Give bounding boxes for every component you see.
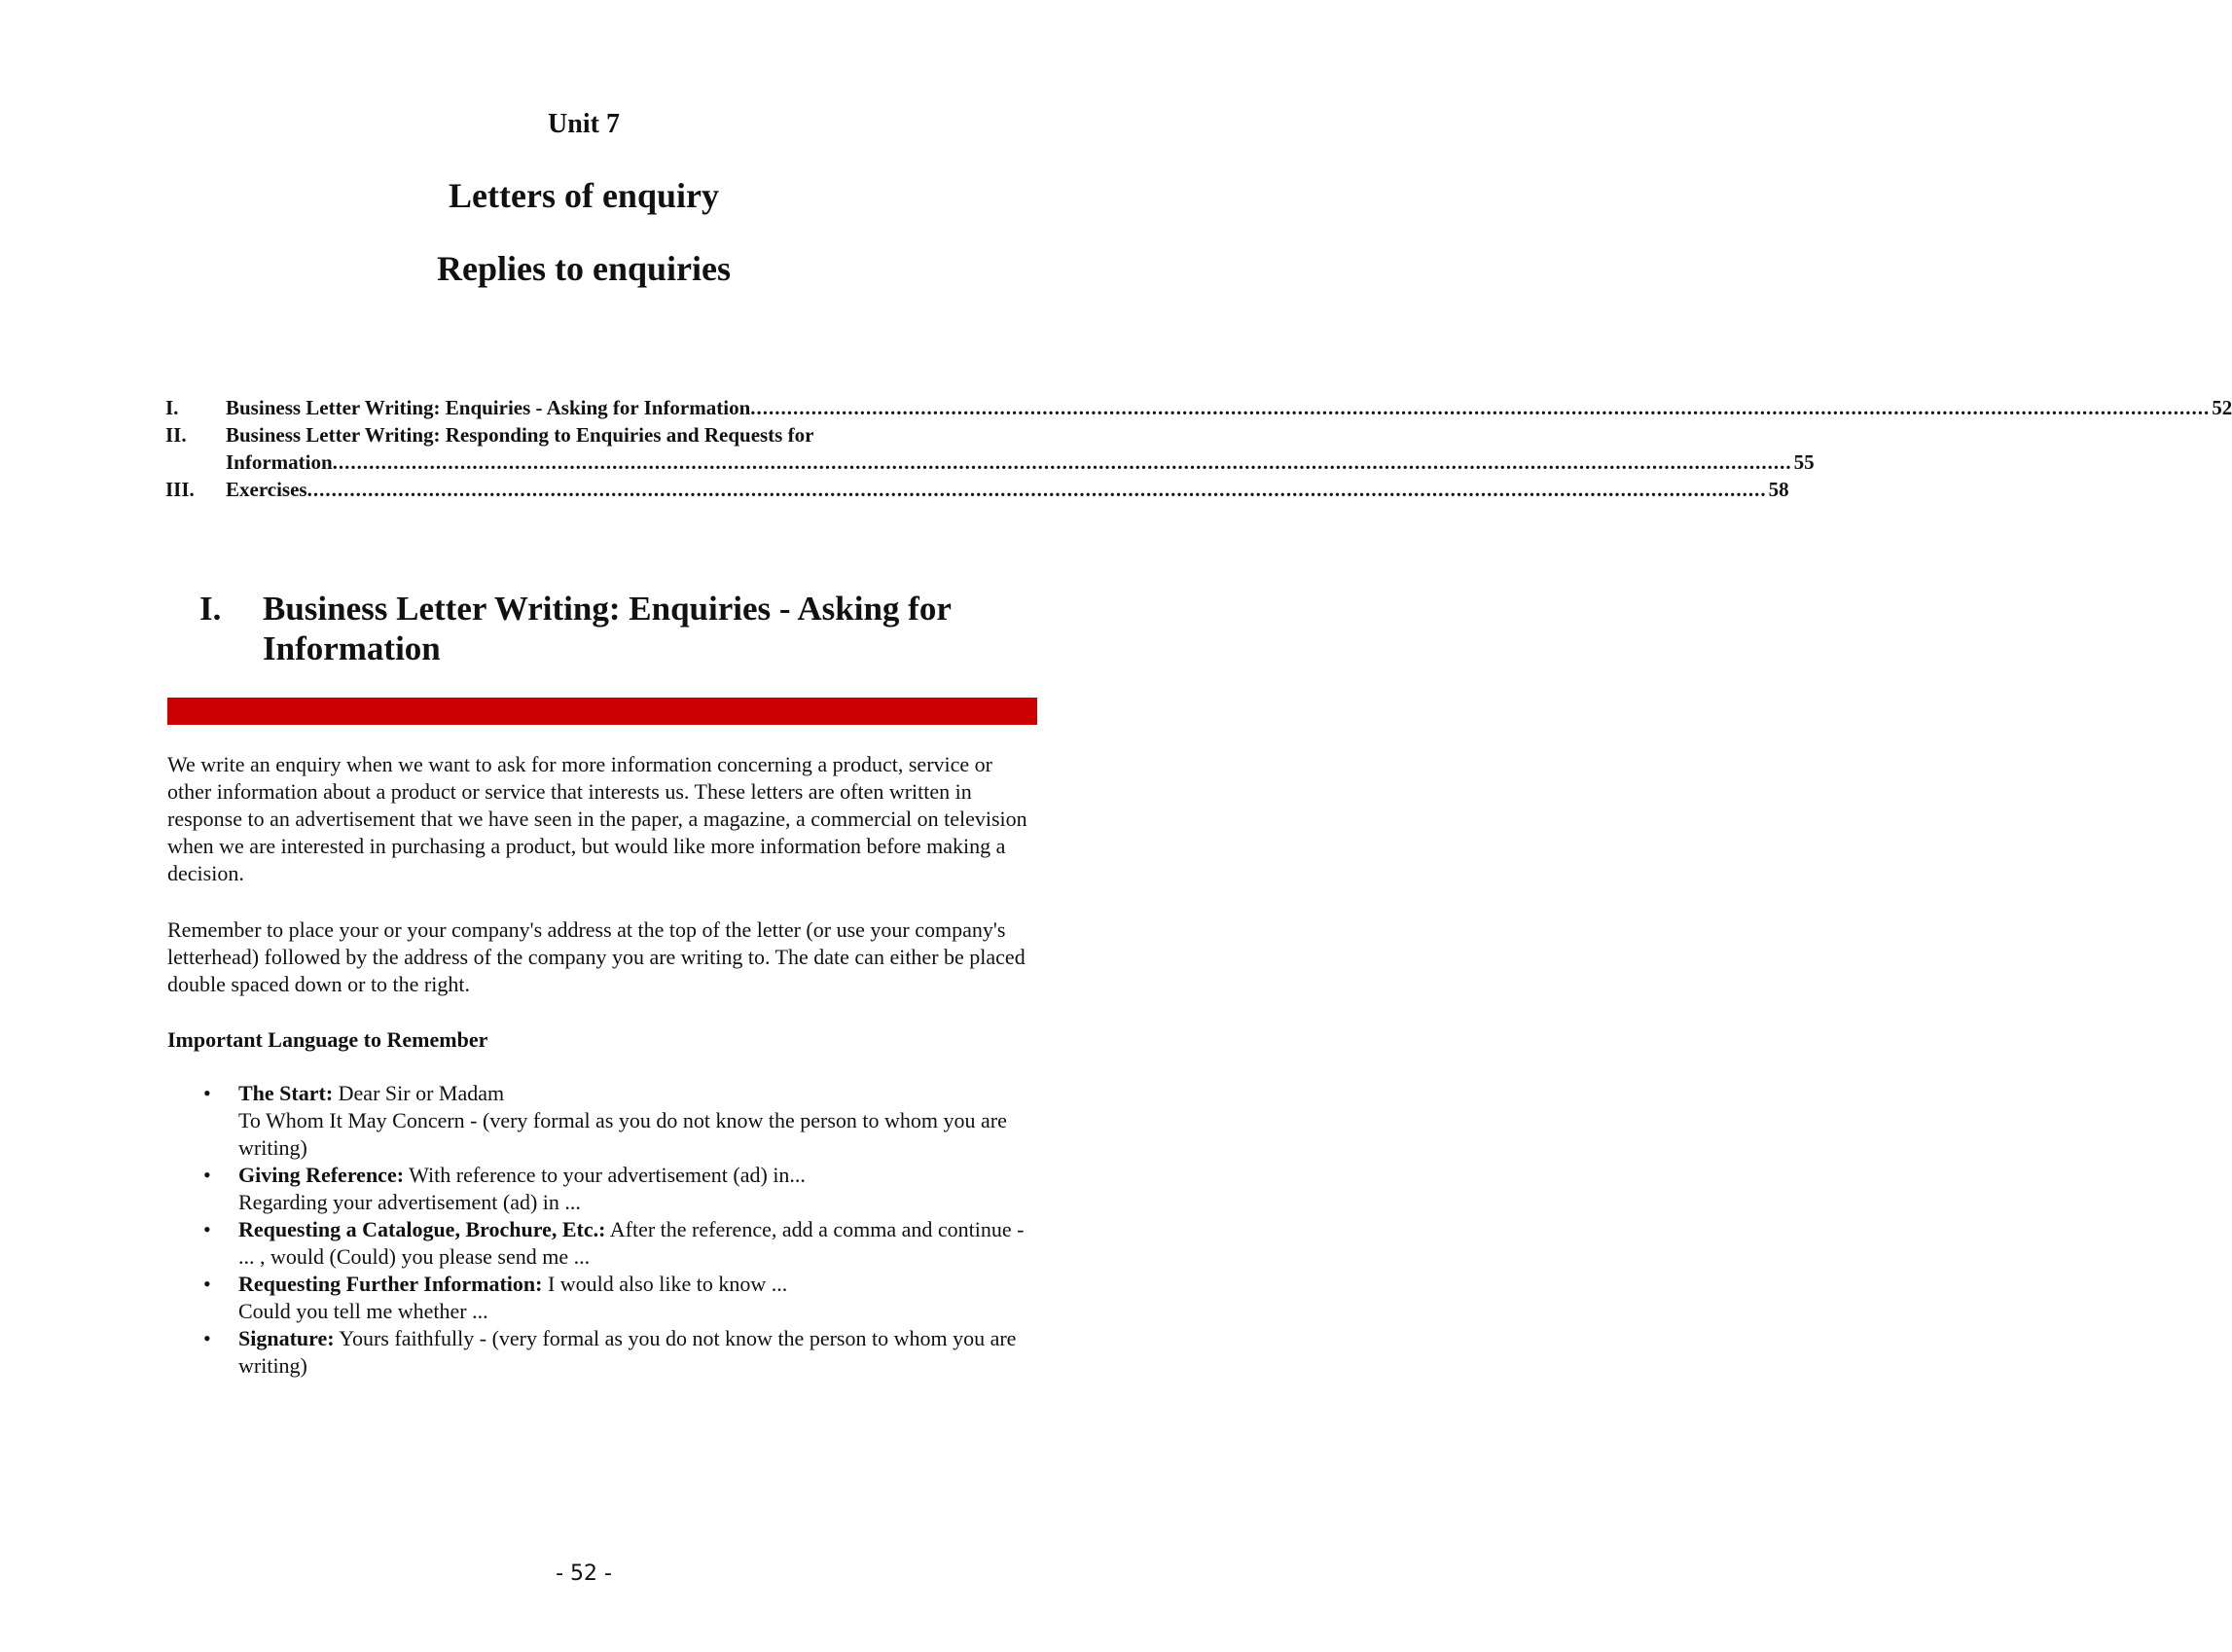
list-item-label: Requesting Further Information: [238,1272,543,1296]
toc-leader-dots [307,476,1767,503]
toc-leader-dots [333,449,1792,476]
page-subtitle: Replies to enquiries [437,249,731,288]
toc-entry-number: II. [165,423,187,447]
language-heading: Important Language to Remember [167,1027,488,1052]
list-item [167,1325,1033,1380]
unit-label: Unit 7 [548,109,620,139]
list-item-text: I would also like to know ... [547,1272,788,1296]
toc-entry-label-line1: Business Letter Writing: Responding to Enquiries and Requests for [226,423,814,447]
toc-entry-number: III. [165,478,195,501]
list-item-label: The Start: [238,1081,334,1105]
bullet-icon: • [203,1326,211,1350]
list-item-extra: To Whom It May Concern - (very formal as you do not know the person to whom you are writing) [238,1108,1007,1160]
toc-entry[interactable] [165,476,1789,503]
list-item [167,1271,1033,1325]
paragraph-address: Remember to place your or your company's address at the top of the letter (or use your company's letterhead) followed by the address of the company you are writing to. The date can either be placed double spaced down or to the right. [167,917,1026,996]
toc-entry-number: I. [165,396,179,419]
toc-entry-label: Information [226,450,333,474]
section-heading [199,589,1046,668]
toc-leader-dots [750,394,2210,421]
bullet-icon: • [203,1163,211,1187]
section-number: I. [199,590,222,628]
list-item-text: Yours faithfully - (very formal as you do not know the person to whom you are writing) [238,1326,1017,1378]
paragraph-intro: We write an enquiry when we want to ask for more information concerning a product, service or other information about a product or service that interests us. These letters are often written in response to an advertisement that we have seen in the paper, a magazine, a commercial on television when we are interested in purchasing a product, but would like more information before making a decision. [167,752,1027,885]
toc-entry[interactable] [165,394,2232,421]
bullet-icon: • [203,1081,211,1105]
bullet-icon: • [203,1217,211,1241]
table-of-contents [165,394,2232,503]
list-item-text: Dear Sir or Madam [338,1081,505,1105]
list-item-label: Signature: [238,1326,335,1350]
toc-entry-label: Exercises [226,478,307,501]
list-item-text: With reference to your advertisement (ad) in... [409,1163,806,1187]
list-item [167,1216,1033,1271]
toc-entry[interactable] [165,421,1815,476]
section-title: Business Letter Writing: Enquiries - Asking for Information [263,590,952,667]
toc-entry-page: 52 [2212,396,2232,419]
list-item-label: Giving Reference: [238,1163,405,1187]
list-item-extra: Could you tell me whether ... [238,1299,488,1323]
list-item-label: Requesting a Catalogue, Brochure, Etc.: [238,1217,606,1241]
toc-entry-page: 58 [1768,478,1789,501]
page-title: Letters of enquiry [449,176,719,215]
toc-entry-label: Business Letter Writing: Enquiries - Asking for Information [226,396,751,419]
list-item-extra: Regarding your advertisement (ad) in ... [238,1190,581,1214]
toc-entry-page: 55 [1793,450,1815,474]
list-item-text: After the reference, add a comma and continue - ... , would (Could) you please send me ... [238,1217,1025,1269]
list-item [167,1080,1033,1162]
language-list [167,1080,1033,1380]
list-item [167,1162,1033,1216]
bullet-icon: • [203,1272,211,1296]
section-divider-bar [167,698,1037,725]
page-number: - 52 - [556,1562,612,1586]
